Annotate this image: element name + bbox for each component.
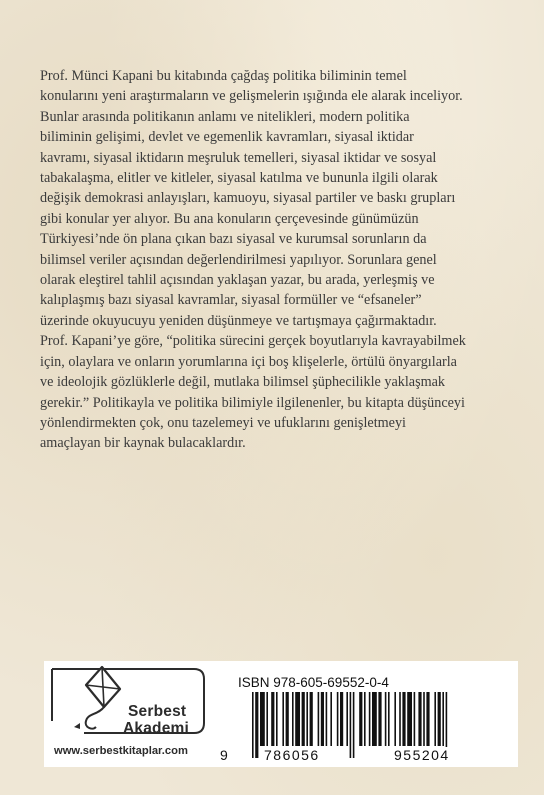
blurb-line: Prof. Kapani’ye göre, “politika sürecini gerçek boyutlarıyla kavrayabilmek [40, 333, 466, 350]
publisher-website: www.serbestkitaplar.com [54, 745, 188, 757]
blurb-line: Bunlar arasında politikanın anlamı ve nitelikleri, modern politika [40, 108, 410, 125]
blurb-line: üzerinde okuyucuyu yeniden düşünmeye ve tartışmaya çağırmaktadır. [40, 312, 437, 329]
blurb-line: biliminin gelişimi, devlet ve egemenlik kavramları, siyasal iktidar [40, 129, 414, 146]
blurb-line: gibi konular yer alıyor. Bu ana konuların çerçevesinde günümüzün [40, 210, 419, 227]
blurb-line: yönlendirmekten çok, onu tazelemeyi ve ufuklarını genişletmeyi [40, 414, 407, 431]
blurb-line: olarak eleştirel tahlil açısından yaklaşan yazar, bu arada, yerleşmiş ve [40, 272, 435, 289]
blurb-line: gerekir.” Politikayla ve politika bilimiyle ilgilenenler, bu kitapta düşünceyi [40, 394, 465, 411]
barcode-digit-group-1: 786056 [264, 747, 320, 763]
blurb-line: konularını yeni araştırmaların ve gelişmelerin ışığında ele alarak inceliyor. [40, 88, 463, 105]
blurb-line: değişik demokrasi anlayışları, kamuoyu, siyasal partiler ve baskı grupları [40, 190, 456, 207]
blurb-line: amaçlayan bir kaynak bulacaklardır. [40, 435, 246, 452]
back-cover-blurb [40, 66, 506, 454]
blurb-line: kavramı, siyasal iktidarın meşruluk temelleri, siyasal iktidar ve sosyal [40, 149, 437, 166]
blurb-line: Türkiyesi’nde ön plana çıkan bazı siyasal ve kurumsal sorunların da [40, 231, 427, 248]
isbn-label: ISBN 978-605-69552-0-4 [238, 675, 389, 690]
publisher-name-line2: Akademi [123, 720, 190, 737]
blurb-line: tabakalaşma, elitler ve kitleler, siyasal katılma ve bununla ilgili olarak [40, 170, 438, 187]
barcode-digit-group-2: 955204 [394, 747, 450, 763]
blurb-line: kalıplaşmış bazı siyasal kavramlar, siyasal formüller ve “efsaneler” [40, 292, 422, 309]
publisher-name-line1: Serbest [128, 703, 187, 720]
blurb-line: bilimsel veriler açısından değerlendirilmesi yapılıyor. Sorunlara genel [40, 251, 437, 268]
blurb-line: ve ideolojik gözlüklerle değil, mutlaka bilimsel şüphecilikle yaklaşmak [40, 374, 446, 391]
barcode-digit-lead: 9 [220, 747, 230, 763]
blurb-line: için, olaylara ve onların yorumlarına içi boş klişelerle, örtülü önyargılarla [40, 353, 457, 370]
blurb-line: Prof. Münci Kapani bu kitabında çağdaş politika biliminin temel [40, 68, 407, 84]
